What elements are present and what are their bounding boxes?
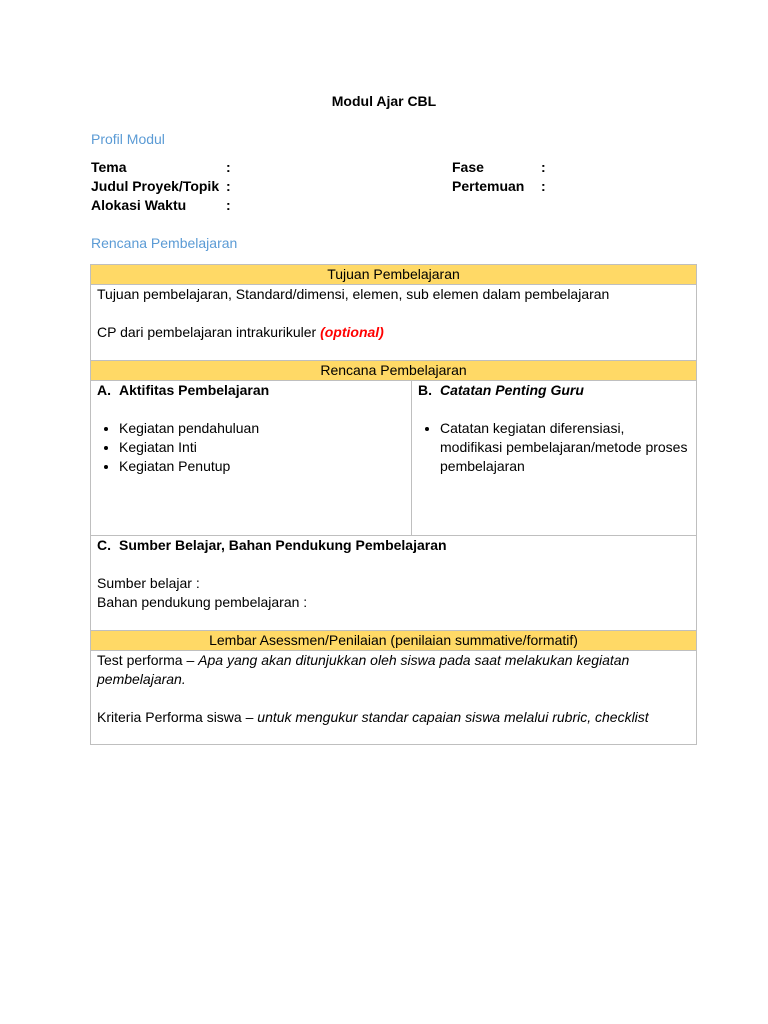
field-label-judul: Judul Proyek/Topik (91, 178, 220, 194)
tujuan-line: Tujuan pembelajaran, Standard/dimensi, elemen, sub elemen dalam pembelajaran (97, 286, 610, 302)
kriteria-performa (97, 708, 690, 727)
list-item: • Catatan kegiatan diferensiasi, modifikasi pembelajaran/metode proses pembelajaran (440, 419, 690, 476)
document-title: Modul Ajar CBL (331, 93, 437, 109)
catatan-list (418, 419, 690, 476)
test-description: Apa yang akan ditunjukkan oleh siswa pada saat melakukan kegiatan pembelajaran. (97, 652, 630, 687)
plan-heading: Rencana Pembelajaran (91, 235, 238, 251)
sumber-heading (97, 536, 690, 555)
lesson-plan-table (90, 264, 697, 745)
list-item: • Kegiatan Inti (119, 438, 405, 457)
list-item: • Kegiatan pendahuluan (119, 419, 405, 438)
section-title: Aktifitas Pembelajaran (119, 382, 270, 398)
test-label: Test performa – (97, 652, 199, 668)
field-colon: : (226, 178, 231, 194)
section-letter: A. (97, 382, 111, 398)
kriteria-description: untuk mengukur standar capaian siswa melalui rubric, checklist (257, 709, 649, 725)
field-colon: : (226, 197, 231, 213)
sumber-cell (91, 536, 697, 631)
section-letter: C. (97, 537, 111, 553)
section-title: Catatan Penting Guru (440, 382, 584, 398)
cp-line (97, 323, 690, 342)
field-label-pertemuan: Pertemuan (452, 178, 525, 194)
catatan-cell (412, 381, 697, 536)
aktifitas-cell (91, 381, 412, 536)
section-letter: B. (418, 382, 432, 398)
section-title: Sumber Belajar, Bahan Pendukung Pembelajaran (119, 537, 447, 553)
aktifitas-list (97, 419, 405, 476)
asesmen-content (91, 651, 697, 745)
aktifitas-heading (97, 381, 405, 400)
rencana-header: Rencana Pembelajaran (91, 361, 697, 381)
asesmen-header: Lembar Asessmen/Penilaian (penilaian summative/formatif) (91, 631, 697, 651)
tujuan-header: Tujuan Pembelajaran (91, 265, 697, 285)
optional-tag: (optional) (320, 324, 384, 340)
profile-fields (91, 159, 611, 219)
list-item: • Kegiatan Penutup (119, 457, 405, 476)
profile-heading: Profil Modul (91, 131, 165, 147)
field-label-tema: Tema (91, 159, 127, 175)
cp-text: CP dari pembelajaran intrakurikuler (97, 324, 321, 340)
test-performa (97, 651, 690, 689)
field-colon: : (541, 178, 546, 194)
bahan-line: Bahan pendukung pembelajaran : (97, 594, 308, 610)
field-label-fase: Fase (452, 159, 484, 175)
tujuan-content (91, 285, 697, 361)
sumber-line: Sumber belajar : (97, 575, 200, 591)
field-label-alokasi: Alokasi Waktu (91, 197, 187, 213)
kriteria-label: Kriteria Performa siswa – (97, 709, 258, 725)
field-colon: : (226, 159, 231, 175)
field-colon: : (541, 159, 546, 175)
catatan-heading (418, 381, 690, 400)
